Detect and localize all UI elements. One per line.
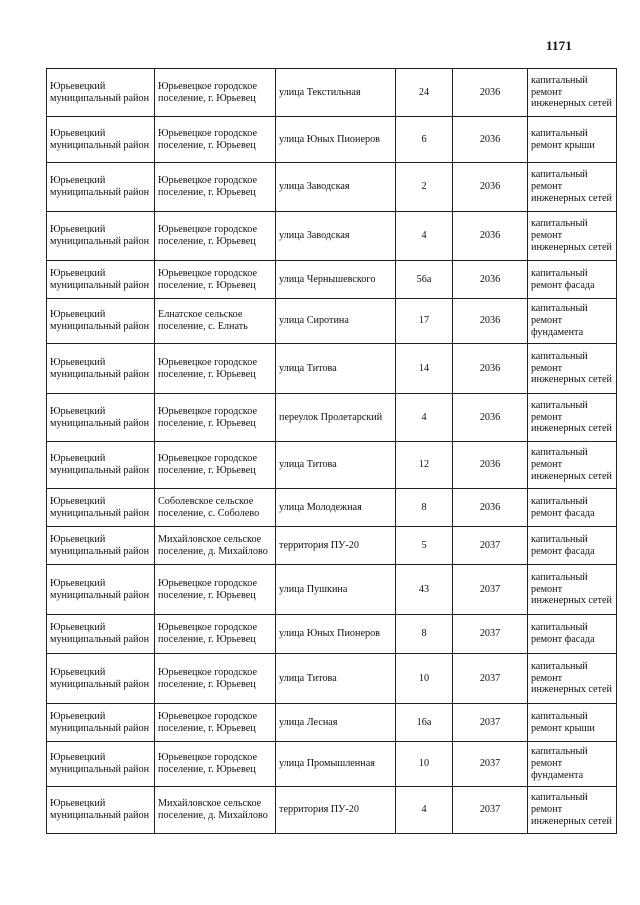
street-cell: улица Лесная <box>276 704 396 742</box>
settlement-cell: Юрьевецкое городское поселение, г. Юрьевец <box>155 163 276 212</box>
district-cell: Юрьевецкий муниципальный район <box>47 527 155 565</box>
district-cell: Юрьевецкий муниципальный район <box>47 163 155 212</box>
street-cell: улица Пушкина <box>276 565 396 615</box>
district-cell: Юрьевецкий муниципальный район <box>47 299 155 344</box>
house-number-cell: 4 <box>396 394 453 442</box>
table-row <box>47 489 617 527</box>
street-cell: улица Заводская <box>276 212 396 261</box>
year-cell: 2037 <box>453 704 528 742</box>
work-type-cell: капитальный ремонт инженерных сетей <box>528 787 617 834</box>
street-cell: улица Промышленная <box>276 742 396 787</box>
house-number-cell: 12 <box>396 442 453 489</box>
work-type-cell: капитальный ремонт фасада <box>528 489 617 527</box>
year-cell: 2036 <box>453 394 528 442</box>
house-number-cell: 8 <box>396 489 453 527</box>
settlement-cell: Юрьевецкое городское поселение, г. Юрьевец <box>155 442 276 489</box>
settlement-cell: Юрьевецкое городское поселение, г. Юрьевец <box>155 117 276 163</box>
street-cell: улица Текстильная <box>276 69 396 117</box>
house-number-cell: 14 <box>396 344 453 394</box>
work-type-cell: капитальный ремонт инженерных сетей <box>528 163 617 212</box>
district-cell: Юрьевецкий муниципальный район <box>47 261 155 299</box>
table-row <box>47 787 617 834</box>
street-cell: улица Титова <box>276 654 396 704</box>
table-row <box>47 527 617 565</box>
table-row <box>47 261 617 299</box>
table-row <box>47 69 617 117</box>
work-type-cell: капитальный ремонт инженерных сетей <box>528 394 617 442</box>
table-row <box>47 117 617 163</box>
work-type-cell: капитальный ремонт инженерных сетей <box>528 442 617 489</box>
district-cell: Юрьевецкий муниципальный район <box>47 489 155 527</box>
settlement-cell: Соболевское сельское поселение, с. Соболево <box>155 489 276 527</box>
settlement-cell: Юрьевецкое городское поселение, г. Юрьевец <box>155 704 276 742</box>
house-number-cell: 2 <box>396 163 453 212</box>
year-cell: 2036 <box>453 299 528 344</box>
street-cell: территория ПУ-20 <box>276 787 396 834</box>
street-cell: улица Титова <box>276 344 396 394</box>
district-cell: Юрьевецкий муниципальный район <box>47 654 155 704</box>
work-type-cell: капитальный ремонт инженерных сетей <box>528 344 617 394</box>
street-cell: улица Сиротина <box>276 299 396 344</box>
year-cell: 2037 <box>453 615 528 654</box>
settlement-cell: Михайловское сельское поселение, д. Михайлово <box>155 527 276 565</box>
street-cell: территория ПУ-20 <box>276 527 396 565</box>
year-cell: 2036 <box>453 344 528 394</box>
settlement-cell: Юрьевецкое городское поселение, г. Юрьевец <box>155 69 276 117</box>
table-row <box>47 615 617 654</box>
house-number-cell: 4 <box>396 787 453 834</box>
year-cell: 2037 <box>453 742 528 787</box>
repair-schedule-table <box>46 68 617 834</box>
street-cell: улица Чернышевского <box>276 261 396 299</box>
district-cell: Юрьевецкий муниципальный район <box>47 394 155 442</box>
district-cell: Юрьевецкий муниципальный район <box>47 442 155 489</box>
house-number-cell: 5 <box>396 527 453 565</box>
year-cell: 2037 <box>453 654 528 704</box>
street-cell: улица Юных Пионеров <box>276 615 396 654</box>
work-type-cell: капитальный ремонт инженерных сетей <box>528 565 617 615</box>
house-number-cell: 17 <box>396 299 453 344</box>
work-type-cell: капитальный ремонт фундамента <box>528 742 617 787</box>
settlement-cell: Юрьевецкое городское поселение, г. Юрьевец <box>155 742 276 787</box>
table-row <box>47 565 617 615</box>
street-cell: улица Юных Пионеров <box>276 117 396 163</box>
house-number-cell: 56а <box>396 261 453 299</box>
settlement-cell: Юрьевецкое городское поселение, г. Юрьевец <box>155 565 276 615</box>
page-number: 1171 <box>546 38 573 53</box>
year-cell: 2036 <box>453 212 528 261</box>
district-cell: Юрьевецкий муниципальный район <box>47 212 155 261</box>
street-cell: переулок Пролетарский <box>276 394 396 442</box>
table-row <box>47 344 617 394</box>
table-body <box>47 69 617 834</box>
district-cell: Юрьевецкий муниципальный район <box>47 615 155 654</box>
district-cell: Юрьевецкий муниципальный район <box>47 742 155 787</box>
year-cell: 2036 <box>453 442 528 489</box>
district-cell: Юрьевецкий муниципальный район <box>47 117 155 163</box>
year-cell: 2037 <box>453 565 528 615</box>
district-cell: Юрьевецкий муниципальный район <box>47 69 155 117</box>
work-type-cell: капитальный ремонт фасада <box>528 527 617 565</box>
table-row <box>47 742 617 787</box>
settlement-cell: Юрьевецкое городское поселение, г. Юрьевец <box>155 344 276 394</box>
district-cell: Юрьевецкий муниципальный район <box>47 704 155 742</box>
year-cell: 2037 <box>453 787 528 834</box>
year-cell: 2036 <box>453 69 528 117</box>
table-row <box>47 394 617 442</box>
table-row <box>47 212 617 261</box>
settlement-cell: Елнатское сельское поселение, с. Елнать <box>155 299 276 344</box>
house-number-cell: 24 <box>396 69 453 117</box>
district-cell: Юрьевецкий муниципальный район <box>47 565 155 615</box>
district-cell: Юрьевецкий муниципальный район <box>47 787 155 834</box>
work-type-cell: капитальный ремонт фасада <box>528 615 617 654</box>
settlement-cell: Юрьевецкое городское поселение, г. Юрьевец <box>155 394 276 442</box>
settlement-cell: Юрьевецкое городское поселение, г. Юрьевец <box>155 261 276 299</box>
work-type-cell: капитальный ремонт инженерных сетей <box>528 69 617 117</box>
street-cell: улица Титова <box>276 442 396 489</box>
year-cell: 2036 <box>453 163 528 212</box>
table-row <box>47 442 617 489</box>
house-number-cell: 6 <box>396 117 453 163</box>
year-cell: 2037 <box>453 527 528 565</box>
street-cell: улица Заводская <box>276 163 396 212</box>
year-cell: 2036 <box>453 117 528 163</box>
district-cell: Юрьевецкий муниципальный район <box>47 344 155 394</box>
table-row <box>47 704 617 742</box>
settlement-cell: Юрьевецкое городское поселение, г. Юрьевец <box>155 212 276 261</box>
year-cell: 2036 <box>453 261 528 299</box>
work-type-cell: капитальный ремонт инженерных сетей <box>528 212 617 261</box>
house-number-cell: 10 <box>396 742 453 787</box>
house-number-cell: 43 <box>396 565 453 615</box>
table-row <box>47 163 617 212</box>
settlement-cell: Юрьевецкое городское поселение, г. Юрьевец <box>155 615 276 654</box>
work-type-cell: капитальный ремонт крыши <box>528 704 617 742</box>
settlement-cell: Михайловское сельское поселение, д. Михайлово <box>155 787 276 834</box>
house-number-cell: 8 <box>396 615 453 654</box>
year-cell: 2036 <box>453 489 528 527</box>
work-type-cell: капитальный ремонт фундамента <box>528 299 617 344</box>
settlement-cell: Юрьевецкое городское поселение, г. Юрьевец <box>155 654 276 704</box>
work-type-cell: капитальный ремонт фасада <box>528 261 617 299</box>
work-type-cell: капитальный ремонт инженерных сетей <box>528 654 617 704</box>
table-row <box>47 654 617 704</box>
house-number-cell: 4 <box>396 212 453 261</box>
work-type-cell: капитальный ремонт крыши <box>528 117 617 163</box>
house-number-cell: 16а <box>396 704 453 742</box>
street-cell: улица Молодежная <box>276 489 396 527</box>
table-row <box>47 299 617 344</box>
house-number-cell: 10 <box>396 654 453 704</box>
